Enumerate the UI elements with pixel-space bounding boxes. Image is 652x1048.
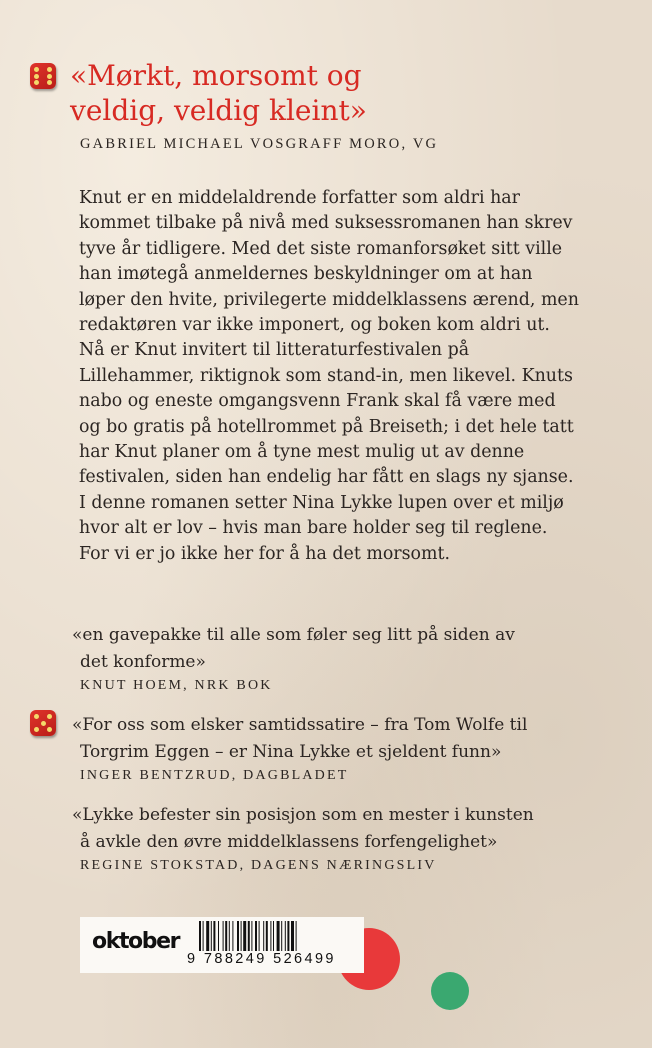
review-source: INGER BENTZRUD, DAGBLADET xyxy=(80,768,349,783)
review-quote-line: «Lykke befester sin posisjon som en mester i kunsten xyxy=(72,805,534,825)
book-blurb: Knut er en middelaldrende forfatter som aldri har kommet tilbake på nivå med suksessromanen han skrev tyve år tidligere. Med det siste romanforsøket sitt ville han imøtegå anmeldernes beskyldninger om at han løper den hvite, privilegerte middelklassens ærend, men redaktøren var ikke imponert, og boken kom aldri ut. Nå er Knut invitert til litteraturfestivalen på Lillehammer, riktignok som stand-in, men likevel. Knuts nabo og eneste omgangsvenn Frank skal få være med og bo gratis på hotellrommet på Breiseth; i det hele tatt har Knut planer om å tyne mest mulig ut av denne festivalen, siden han endelig har fått en slags ny sjanse. I denne romanen setter Nina Lykke lupen over et miljø hvor alt er lov – hvis man bare holder seg til reglene. For vi er jo ikke her for å ha det morsomt. xyxy=(79,188,579,564)
review-quote-line: det konforme» xyxy=(80,652,206,672)
featured-review-source: GABRIEL MICHAEL VOSGRAFF MORO, VG xyxy=(80,136,439,152)
publisher-logo: oktober xyxy=(92,929,180,954)
review-source: REGINE STOKSTAD, DAGENS NÆRINGSLIV xyxy=(80,858,437,873)
review-quote xyxy=(72,712,592,766)
review-quote xyxy=(72,622,592,676)
review-quote xyxy=(72,802,592,856)
review-quote-line: «For oss som elsker samtidssatire – fra Tom Wolfe til xyxy=(72,715,528,735)
die-icon xyxy=(30,710,56,736)
featured-review-quote: «Mørkt, morsomt og veldig, veldig kleint» xyxy=(70,59,367,127)
isbn-number: 9 788249 526499 xyxy=(187,951,336,967)
die-icon xyxy=(30,63,56,89)
review-quote-line: å avkle den øvre middelklassens forfengelighet» xyxy=(80,832,498,852)
review-quote-line: Torgrim Eggen – er Nina Lykke et sjeldent funn» xyxy=(80,742,502,762)
green-dot xyxy=(431,972,469,1010)
review-quote-line: «en gavepakke til alle som føler seg litt på siden av xyxy=(72,625,515,645)
review-source: KNUT HOEM, NRK BOK xyxy=(80,678,273,693)
publisher-barcode-box xyxy=(80,917,364,973)
